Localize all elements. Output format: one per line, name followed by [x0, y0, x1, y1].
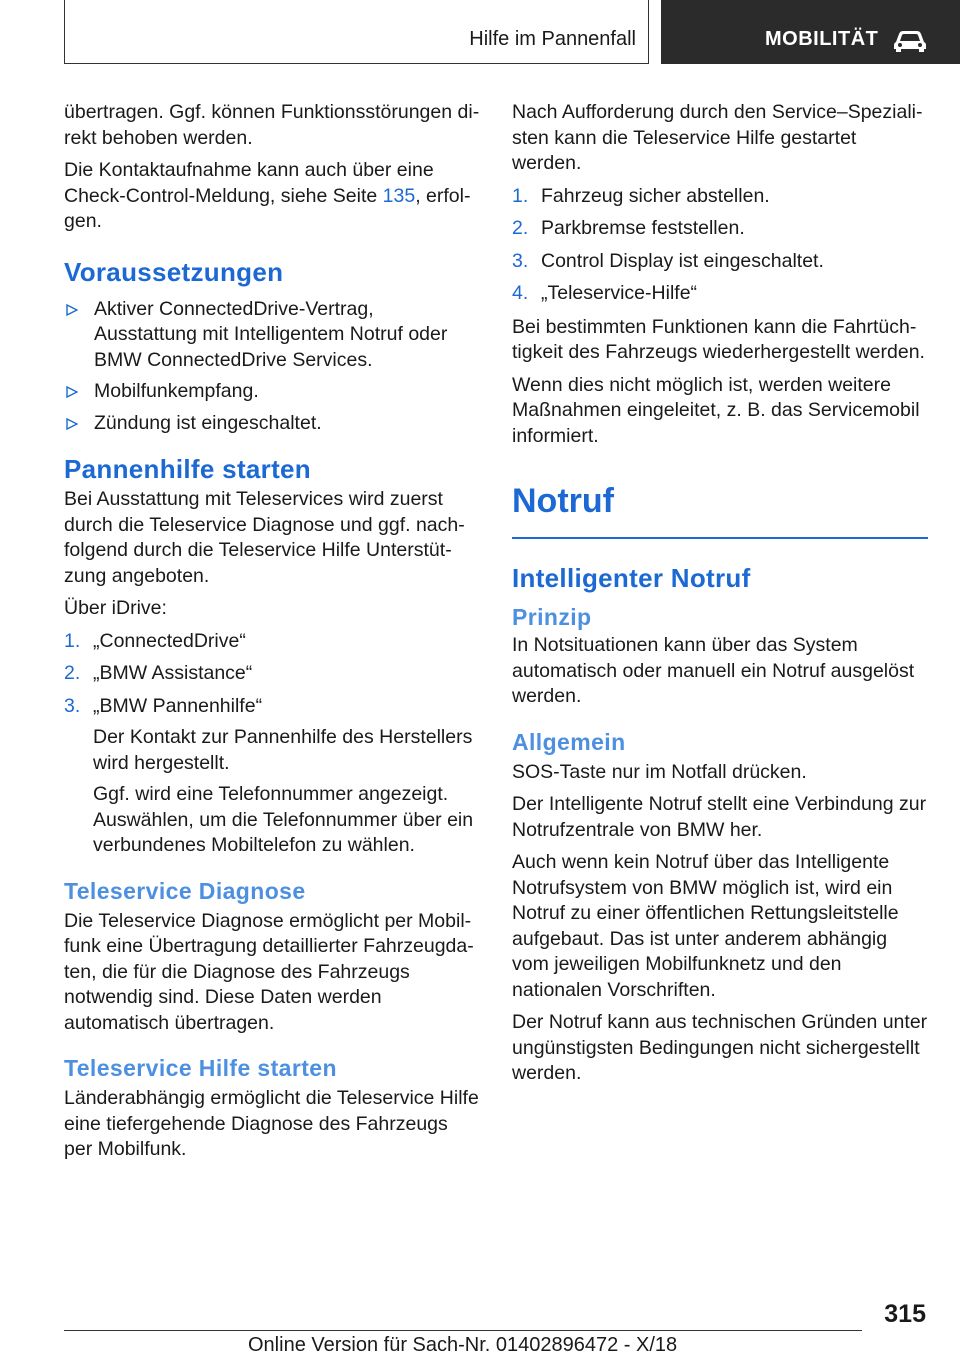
heading-intelligenter-notruf: Intelligenter Notruf: [512, 563, 751, 593]
heading-pannenhilfe-starten: Pannenhilfe starten: [64, 454, 311, 484]
step-number: 2.: [64, 662, 81, 684]
step-text: „BMW Assistance“: [93, 662, 253, 684]
paragraph-with-link: [64, 158, 480, 235]
page-link-135[interactable]: 135: [382, 184, 416, 207]
step-text: Parkbremse feststellen.: [541, 217, 745, 239]
car-icon: [893, 28, 927, 52]
page-number: 315: [884, 1300, 926, 1328]
chapter-title: MOBILITÄT: [765, 28, 879, 50]
paragraph: Bei bestimmten Funktionen kann die Fahrtüchtigkeit des Fahrzeugs wiederhergestellt werden.: [512, 315, 925, 363]
step-text: Control Display ist eingeschaltet.: [541, 249, 824, 272]
paragraph: Nach Aufforderung durch den Service–Spezialisten kann die Teleservice Hilfe gestartet werden.: [512, 101, 923, 174]
requirements-list: [64, 297, 480, 437]
chapter-tab: [661, 0, 960, 64]
list-item: [64, 379, 480, 405]
list-item: [64, 694, 480, 859]
text: Die Kontaktaufnahme kann auch über eine Check-Control-Meldung, siehe Seite: [64, 159, 434, 207]
online-version-note: Online Version für Sach-Nr. 01402896472 - X/18: [248, 1334, 678, 1356]
list-item: [64, 661, 480, 687]
heading-prinzip: Prinzip: [512, 604, 592, 630]
heading-teleservice-hilfe-starten: Teleservice Hilfe starten: [64, 1055, 337, 1081]
paragraph: Über iDrive:: [64, 597, 167, 619]
header-section-box: [64, 0, 649, 64]
paragraph: Der Intelligente Notruf stellt eine Verbindung zur Notrufzentrale von BMW her.: [512, 793, 927, 841]
paragraph: übertragen. Ggf. können Funktionsstörungen direkt behoben werden.: [64, 101, 480, 149]
list-item-text: Zündung ist eingeschaltet.: [94, 411, 322, 434]
list-item-text: Mobilfunkempfang.: [94, 380, 259, 402]
list-item: [512, 281, 928, 307]
paragraph: In Notsituationen kann über das System automatisch oder manuell ein Notruf ausgelöst werden.: [512, 634, 915, 707]
text: , erfolgen.: [64, 184, 471, 232]
section-divider: [512, 537, 928, 539]
heading-voraussetzungen: Voraussetzungen: [64, 256, 284, 287]
section-title: Hilfe im Pannenfall: [469, 28, 636, 50]
paragraph: Der Notruf kann aus technischen Gründen unter ungünstigsten Bedingungen nicht sichergestellt werden.: [512, 1011, 928, 1084]
paragraph: Länderabhängig ermöglicht die Teleservice Hilfe eine tiefergehende Diagnose des Fahrzeugs per Mobilfunk.: [64, 1087, 479, 1160]
step-text: „ConnectedDrive“: [93, 629, 246, 652]
list-item: [512, 216, 928, 242]
list-item: [512, 184, 928, 210]
idrive-steps: [64, 629, 480, 859]
paragraph: Bei Ausstattung mit Teleservices wird zuerst durch die Teleservice Diagnose und ggf. nachfolgend durch die Teleservice Hilfe Unterstützung angeboten.: [64, 488, 465, 587]
teleservice-steps: [512, 184, 928, 307]
list-item: [512, 249, 928, 275]
step-number: 1.: [64, 629, 81, 652]
step-text: „BMW Pannenhilfe“: [93, 694, 263, 717]
step-detail: Der Kontakt zur Pannenhilfe des Herstellers wird hergestellt.: [93, 726, 473, 774]
footer-divider: [64, 1330, 862, 1331]
step-number: 4.: [512, 282, 529, 304]
step-text: „Teleservice-Hilfe“: [541, 282, 698, 304]
paragraph: SOS-Taste nur im Notfall drücken.: [512, 760, 807, 783]
step-number: 3.: [64, 694, 81, 717]
step-detail: Ggf. wird eine Telefonnummer angezeigt. Auswählen, um die Telefonnummer über ein verbundenes Mobiltelefon zu wählen.: [93, 783, 474, 856]
list-item-text: Aktiver ConnectedDrive-Vertrag, Ausstattung mit Intelligentem Notruf oder BMW ConnectedDrive Services.: [94, 297, 448, 371]
heading-notruf: Notruf: [512, 482, 614, 520]
step-text: Fahrzeug sicher abstellen.: [541, 184, 770, 207]
left-column: [64, 100, 480, 1170]
step-number: 1.: [512, 184, 529, 207]
paragraph: Wenn dies nicht möglich ist, werden weitere Maßnahmen eingeleitet, z. B. das Servicemobil informiert.: [512, 373, 920, 447]
list-item: [64, 629, 480, 655]
heading-teleservice-diagnose: Teleservice Diagnose: [64, 877, 306, 904]
step-number: 3.: [512, 249, 529, 272]
paragraph: Die Teleservice Diagnose ermöglicht per Mobilfunk eine Übertragung detaillierter Fahrzeugdaten, die für die Diagnose des Fahrzeugs notwendig sind. Diese Daten werden automatisch übertragen.: [64, 909, 474, 1034]
step-number: 2.: [512, 217, 529, 239]
heading-allgemein: Allgemein: [512, 728, 626, 755]
list-item: [64, 411, 480, 437]
list-item: [64, 297, 480, 374]
paragraph: Auch wenn kein Notruf über das Intelligente Notrufsystem von BMW möglich ist, wird ein Notruf zu einer öffentlichen Rettungsleitstelle aufgebaut. Das ist unter anderem abhängig vom jeweiligen Mobilfunknetz und den nationalen Vorschriften.: [512, 851, 899, 1001]
right-column: [512, 100, 928, 1094]
